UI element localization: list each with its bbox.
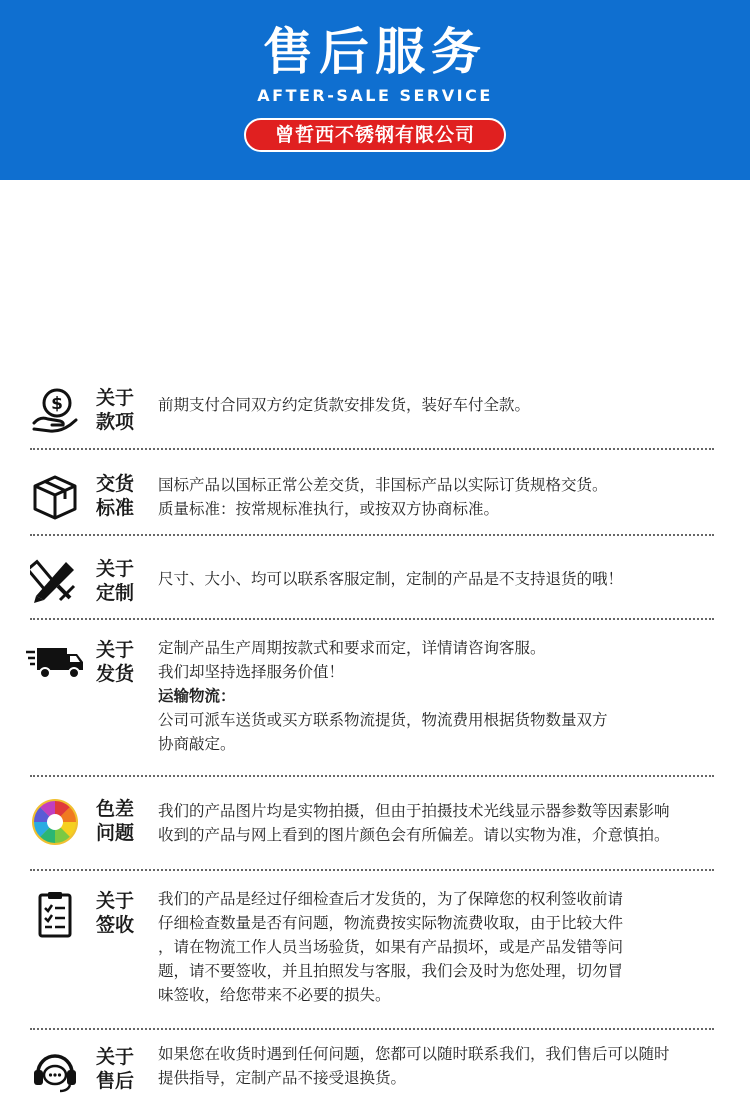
section-label: 关于 发货 (96, 639, 135, 685)
section-body: 前期支付合同双方约定货款安排发货，装好车付全款。 (158, 396, 531, 414)
section-body: 我们的产品图片均是实物拍摄，但由于拍摄技术光线显示器参数等因素影响 收到的产品与网上看到的图片颜色会有所偏差。请以实物为准，介意慎拍。 (158, 802, 670, 844)
divider (30, 534, 714, 536)
section-label: 关于 签收 (96, 890, 135, 936)
section-body: 如果您在收货时遇到任何问题，您都可以随时联系我们，我们售后可以随时 提供指导，定制产品不接受退换货。 (158, 1045, 670, 1087)
box-icon (30, 472, 80, 522)
headset-icon (30, 1045, 80, 1095)
section-label: 关于 售后 (96, 1046, 135, 1092)
section-body: 国标产品以国标正常公差交货，非国标产品以实际订货规格交货。 质量标准：按常规标准执行，或按双方协商标准。 (158, 476, 608, 518)
svg-text:$: $ (51, 394, 63, 414)
divider (30, 869, 714, 871)
section-label: 关于 定制 (96, 558, 135, 604)
pencil-ruler-icon (30, 556, 80, 606)
section-body: 尺寸、大小、均可以联系客服定制，定制的产品是不支持退货的哦！ (158, 570, 624, 588)
divider (30, 775, 714, 777)
clipboard-icon (30, 889, 80, 939)
truck-icon (25, 638, 85, 688)
divider (30, 448, 714, 450)
company-badge: 曾哲西不锈钢有限公司 (244, 118, 506, 152)
section-body: 我们的产品是经过仔细检查后才发货的，为了保障您的权利签收前请 仔细检查数量是否有问题，物流费按实际物流费收取，由于比较大件 ，请在物流工作人员当场验货，如果有产品损坏，或是产品发错等问 题，请不要签收，并且拍照发与客服，我们会及时为您处理，切勿冒 味签收，给您带来不必要的损失。 (158, 890, 624, 1004)
section-label: 交货 标准 (96, 473, 135, 519)
section-body: 定制产品生产周期按款式和要求而定，详情请咨询客服。 我们却坚持选择服务价值！ 运输物流： 公司可派车送货或买方联系物流提货，物流费用根据货物数量双方 协商敲定。 (158, 639, 608, 753)
header-banner (0, 0, 750, 180)
divider (30, 1028, 714, 1030)
page-subtitle: AFTER-SALE SERVICE (257, 86, 493, 105)
color-wheel-icon (30, 797, 80, 847)
section-label: 关于 款项 (96, 387, 135, 433)
divider (30, 618, 714, 620)
money-hand-icon (30, 385, 80, 435)
section-label: 色差 问题 (96, 798, 135, 844)
page-title: 售后服务 (263, 23, 487, 81)
